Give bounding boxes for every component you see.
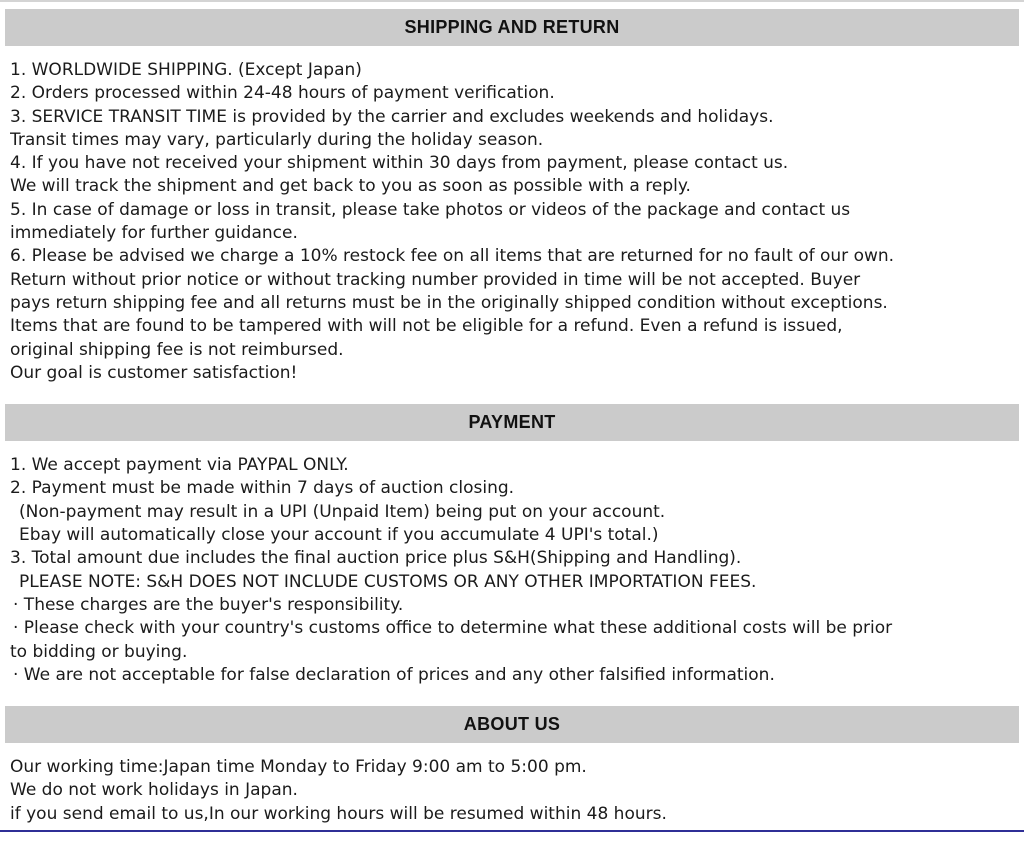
policy-section — [0, 706, 1024, 826]
policy-line: · We are not acceptable for false declaration of prices and any other falsified information. — [13, 664, 775, 685]
section-body — [0, 46, 1024, 385]
policy-section — [0, 9, 1024, 385]
policy-line: 2. Orders processed within 24-48 hours of payment verification. — [10, 83, 555, 104]
policy-line: Return without prior notice or without tracking number provided in time will be not accepted. Buyer — [10, 269, 861, 290]
policy-line: if you send email to us,In our working hours will be resumed within 48 hours. — [10, 803, 667, 824]
policy-line: 1. We accept payment via PAYPAL ONLY. — [10, 455, 349, 476]
policy-line: PLEASE NOTE: S&H DOES NOT INCLUDE CUSTOMS OR ANY OTHER IMPORTATION FEES. — [19, 571, 757, 592]
top-divider — [0, 0, 1024, 2]
section-header-bar — [5, 404, 1019, 441]
policy-line: · These charges are the buyer's responsibility. — [13, 594, 404, 615]
section-header-bar — [5, 706, 1019, 743]
policy-line: 3. Total amount due includes the final auction price plus S&H(Shipping and Handling). — [10, 548, 742, 569]
section-title: ABOUT US — [463, 714, 561, 735]
policy-line: We will track the shipment and get back to you as soon as possible with a reply. — [10, 176, 691, 197]
policy-section — [0, 404, 1024, 687]
policy-line: Items that are found to be tampered with will not be eligible for a refund. Even a refund is issued, — [10, 316, 843, 337]
policy-line: · Please check with your country's customs office to determine what these additional costs will be prior — [13, 618, 893, 639]
policy-line: to bidding or buying. — [10, 641, 188, 662]
policy-line: 2. Payment must be made within 7 days of auction closing. — [10, 478, 515, 499]
policy-line: Ebay will automatically close your account if you accumulate 4 UPI's total.) — [19, 525, 659, 546]
sections-container — [0, 9, 1024, 826]
policy-line: (Non-payment may result in a UPI (Unpaid Item) being put on your account. — [19, 501, 666, 522]
policy-line: original shipping fee is not reimbursed. — [10, 339, 344, 360]
section-title: PAYMENT — [468, 412, 556, 433]
section-body — [0, 441, 1024, 687]
policy-line: We do not work holidays in Japan. — [10, 780, 298, 801]
policy-line: 6. Please be advised we charge a 10% restock fee on all items that are returned for no fault of our own. — [10, 246, 895, 267]
section-body — [0, 743, 1024, 826]
policy-line: Our goal is customer satisfaction! — [10, 362, 298, 383]
policy-line: 5. In case of damage or loss in transit, please take photos or videos of the package and contact us — [10, 199, 851, 220]
policy-line: 3. SERVICE TRANSIT TIME is provided by the carrier and excludes weekends and holidays. — [10, 106, 774, 127]
bottom-divider — [0, 830, 1024, 832]
section-header-bar — [5, 9, 1019, 46]
policy-line: immediately for further guidance. — [10, 223, 298, 244]
policy-line: 4. If you have not received your shipment within 30 days from payment, please contact us. — [10, 153, 789, 174]
policy-line: 1. WORLDWIDE SHIPPING. (Except Japan) — [10, 60, 362, 80]
policy-line: Transit times may vary, particularly during the holiday season. — [10, 129, 544, 150]
section-title: SHIPPING AND RETURN — [404, 17, 620, 37]
policy-line: Our working time:Japan time Monday to Friday 9:00 am to 5:00 pm. — [10, 757, 587, 778]
policy-line: pays return shipping fee and all returns must be in the originally shipped condition without exceptions. — [10, 292, 888, 313]
